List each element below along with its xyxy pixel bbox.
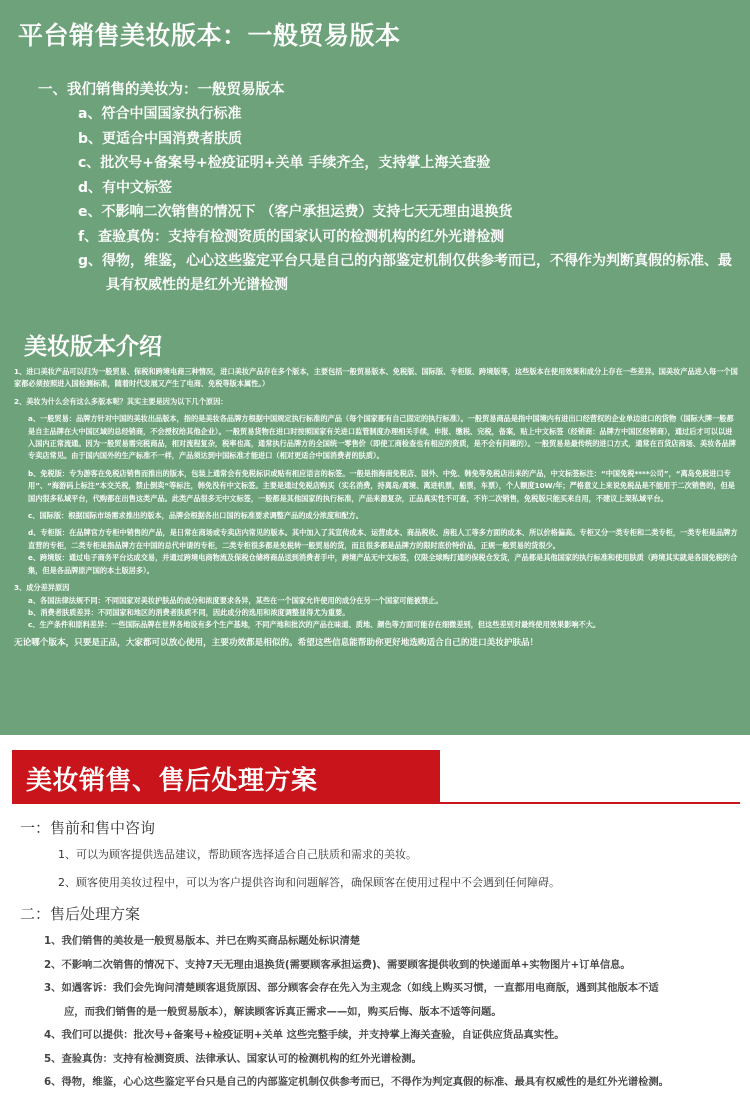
list-item: b、更适合中国消费者肤质	[78, 130, 243, 147]
list-item: 5、查验真伪：支持有检测资质、法律承认、国家认可的检测机构的红外光谱检测。	[44, 1052, 422, 1065]
after-sale-list	[44, 930, 734, 1095]
paragraph: d、专柜版：在品牌官方专柜中销售的产品，是日常在商场或专卖店内常见的版本。其中加入了其宣传成本、运营成本、商品税收、房租人工等多方面的成本、所以价格偏高。专柜又分一类专柜和二类专柜，一类专柜是品牌方直营的专柜，二类专柜是指品牌方在中国的总代申请的专柜，二类专柜很多都是免税转一般贸易的货，而且很多都是品牌方的限时底价特价品，正规一般贸易的货很少。	[28, 528, 738, 550]
divider	[12, 802, 740, 804]
list-item: c、批次号+备案号+检疫证明+关单 手续齐全，支持掌上海关查验	[78, 155, 491, 171]
pre-sale-title: 一：售前和售中咨询	[20, 819, 156, 837]
paragraph: c、国际版：根据国际市场需求推出的版本，品牌会根据各出口国的标准要求调整产品的成分浓度和配方。	[28, 511, 363, 521]
paragraph: b、消费者肤质差异：不同国家和地区的消费者肤质不同，因此成分的选用和浓度调整显得尤为重要。	[28, 607, 350, 617]
version-intro-text	[14, 366, 738, 650]
list-item: 2、不影响二次销售的情况下、支持7天无理由退换货(需要顾客承担运费)、需要顾客提供收到的快递面单+实物图片+订单信息。	[44, 958, 631, 971]
list-item: 4、我们可以提供：批次号+备案号+检疫证明+关单 这些完整手续，并支持掌上海关查验，自证供应货品真实性。	[44, 1029, 565, 1041]
paragraph: 1、进口美妆产品可以归为一般贸易、保税和跨境电商三种情况，进口美妆产品存在多个版本，主要包括一般贸易版本、免税版、国际版、专柜版、跨境版等，这些版本在使用效果和成分上存在一些差异。国美妆产品进入每一个国家都必须按照进入国检测标准，随着时代发展又产生了电商、免税等版本属性。）	[14, 367, 738, 389]
list-item: d、有中文标签	[78, 179, 173, 196]
paragraph: c、生产条件和原料差异：一些国际品牌在世界各地设有多个生产基地，不同产地和批次的产品在味道、质地、颜色等方面可能存在细微差别，但这些差别对最终使用效果影响不大。	[28, 620, 601, 630]
paragraph: e、跨境版：通过电子商务平台达成交易，并通过跨境电商物流及保税仓储将商品送到消费者手中，跨境产品无中文标签，仅限全球购打通的保税仓发货，产品都是其他国家的执行标准和使用肤质（跨境其实就是各国免税的合集，但是各品牌原产国的本土版居多）。	[28, 553, 738, 575]
section-banner	[12, 750, 440, 802]
list-item: 应，而我们销售的是一般贸易版本），解读顾客诉真正需求——如，购买后悔、版本不适等问题。	[64, 1005, 502, 1018]
list-item: g、得物，维鉴，心心这些鉴定平台只是自己的内部鉴定机制仅供参考而已，不得作为判断真假的标准、最具有权威性的是红外光谱检测	[78, 253, 733, 293]
list-item: f、查验真伪：支持有检测资质的国家认可的检测机构的红外光谱检测	[78, 228, 505, 245]
intro-title: 美妆版本介绍	[24, 334, 162, 360]
list-item: 1、我们销售的美妆是一般贸易版本、并已在购买商品标题处标识清楚	[44, 935, 361, 947]
paragraph: a、一般贸易：品牌方针对中国的美妆出品版本，指的是美妆各品牌方根据中国规定执行标准的产品（每个国家都有自己固定的执行标准）。一般贸易商品是指中国境内有进出口经营权的企业单边进口的货物（国际大牌一般都是自主品牌在大中国区域的总经销商，不会授权给其他企业）。一般贸易货物在进口时按照国家有关进口监管制度办理相关手续，申报、缴税、完税，备案，贴上中文标签（经销商：品牌方中国区经销商），通过后才可以以进入国内正常流通。因为一般贸易需完税商品，相对流程复杂，税率也高，通常执行品牌方的全国统一零售价（即使工商检查也有相应的资质，是不会有问题的）。一般贸易是最传统的进口方式，通常在百货店商场、美妆各品牌专卖店常见。由于国内国外的生产标准不一样，产品须达到中国标准才能进口（相对更适合中国消费者的肤质）。	[28, 414, 736, 461]
list-item: e、不影响二次销售的情况下 （客户承担运费）支持七天无理由退换货	[78, 204, 513, 220]
banner-title: 美妆销售、售后处理方案	[26, 766, 318, 796]
sales-version-list	[78, 102, 738, 297]
sales-version-heading: 一、我们销售的美妆为：一般贸易版本	[38, 82, 285, 98]
after-sale-title: 二：售后处理方案	[20, 905, 141, 923]
paragraph: a、各国法律法规不同：不同国家对美妆护肤品的成分和浓度要求各异，某些在一个国家允许使用的成分在另一个国家可能被禁止。	[28, 595, 443, 605]
list-item: 1、可以为顾客提供选品建议，帮助顾客选择适合自己肤质和需求的美妆。	[58, 848, 417, 861]
paragraph: 3、成分差异原因	[14, 583, 70, 593]
list-item: a、符合中国国家执行标准	[78, 106, 242, 122]
closing-note: 无论哪个版本，只要是正品，大家都可以放心使用，主要功效都是相似的。希望这些信息能帮助你更好地选购适合自己的进口美妆护肤品！	[14, 637, 539, 648]
paragraph: b、免税版：专为游客在免税店销售而推出的版本，包装上通常会有免税标识或贴有相应语言的标签。一般是指海南免税店、国外、中免、韩免等免税店出来的产品，中文标签标注：“中国免税****公司”，“离岛免税进口专用”、“海游码上标注”本交关税，禁止倒卖“等标注，韩免没有中文标签。主要是通过免税店购买（实名消费，持离岛/离境、离进机票，船票，车票），个人额度10W/年；严格意义上来说免税品是不能用于二次销售的，但是国内很多私域平台，代购都在出售这类产品。此类产品很多无中文标签，一般都是其他国家的执行标准，产品来源复杂，正品真实性不可查，不许二次销售，免税版只能买来自用，不建议上架私域平台。	[28, 468, 735, 503]
list-item: 6、得物，维鉴，心心这些鉴定平台只是自己的内部鉴定机制仅供参考而已，不得作为判定真假的标准、最具有权威性的是红外光谱检测。	[44, 1076, 669, 1088]
paragraph: 2、美妆为什么会有这么多版本呢？其实主要是因为以下几个原因：	[14, 396, 228, 406]
list-item: 3、如遇客诉：我们会先询问清楚顾客退货原因、部分顾客会存在先入为主观念（如线上购买习惯，一直都用电商版，遇到其他版本不适	[44, 982, 659, 994]
list-item: 2、顾客使用美妆过程中，可以为客户提供咨询和问题解答，确保顾客在使用过程中不会遇到任何障碍。	[58, 876, 560, 889]
panel-title: 平台销售美妆版本：一般贸易版本	[18, 21, 401, 50]
